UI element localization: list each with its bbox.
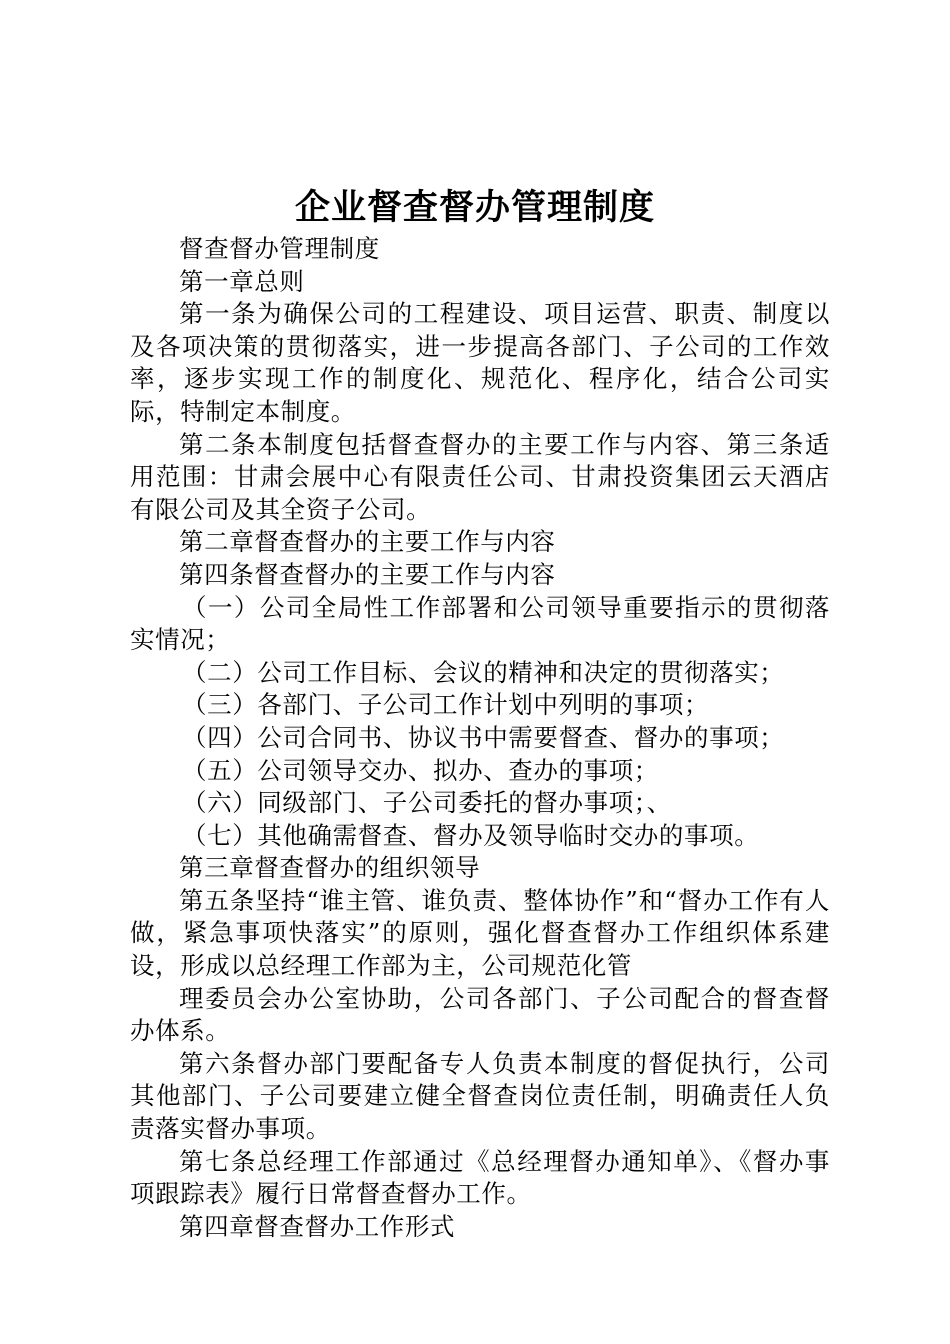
article-paragraph: 第一条为确保公司的工程建设、项目运营、职责、制度以及各项决策的贯彻落实，进一步提高各部门、子公司的工作效率，逐步实现工作的制度化、规范化、程序化，结合公司实际，特制定本制度。 bbox=[130, 299, 830, 426]
article-paragraph: 理委员会办公室协助，公司各部门、子公司配合的督查督办体系。 bbox=[130, 983, 830, 1046]
list-item: （二）公司工作目标、会议的精神和决定的贯彻落实； bbox=[182, 657, 785, 687]
paragraph-subtitle: 督查督办管理制度 bbox=[179, 234, 380, 263]
article-paragraph: 第二条本制度包括督查督办的主要工作与内容、第三条适用范围：甘肃会展中心有限责任公司、甘肃投资集团云天酒店有限公司及其全资子公司。 bbox=[130, 429, 830, 524]
document-body bbox=[130, 233, 830, 1243]
chapter-heading: 第二章督查督办的主要工作与内容 bbox=[179, 527, 556, 557]
chapter-heading: 第一章总则 bbox=[179, 266, 305, 296]
list-item: （一）公司全局性工作部署和公司领导重要指示的贯彻落实情况； bbox=[130, 592, 830, 655]
list-item: （五）公司领导交办、拟办、查办的事项； bbox=[182, 755, 659, 785]
list-item: （七）其他确需督查、督办及领导临时交办的事项。 bbox=[182, 820, 760, 850]
chapter-heading: 第四章督查督办工作形式 bbox=[179, 1211, 456, 1241]
list-item: （六）同级部门、子公司委托的督办事项；、 bbox=[182, 788, 672, 818]
document-title: 企业督查督办管理制度 bbox=[294, 187, 655, 228]
article-paragraph: 第四条督查督办的主要工作与内容 bbox=[179, 559, 556, 589]
chapter-heading: 第三章督查督办的组织领导 bbox=[179, 853, 481, 883]
article-paragraph: 第六条督办部门要配备专人负责本制度的督促执行，公司其他部门、子公司要建立健全督查岗位责任制，明确责任人负责落实督办事项。 bbox=[130, 1048, 830, 1144]
article-paragraph: 第七条总经理工作部通过《总经理督办通知单》、《督办事项跟踪表》履行日常督查督办工作。 bbox=[130, 1146, 830, 1209]
article-paragraph: 第五条坚持“谁主管、谁负责、整体协作”和“督办工作有人做，紧急事项快落实”的原则，强化督查督办工作组织体系建设，形成以总经理工作部为主，公司规范化管 bbox=[130, 885, 830, 981]
list-item: （三）各部门、子公司工作计划中列明的事项； bbox=[182, 690, 710, 720]
list-item: （四）公司合同书、协议书中需要督查、督办的事项； bbox=[182, 722, 785, 752]
